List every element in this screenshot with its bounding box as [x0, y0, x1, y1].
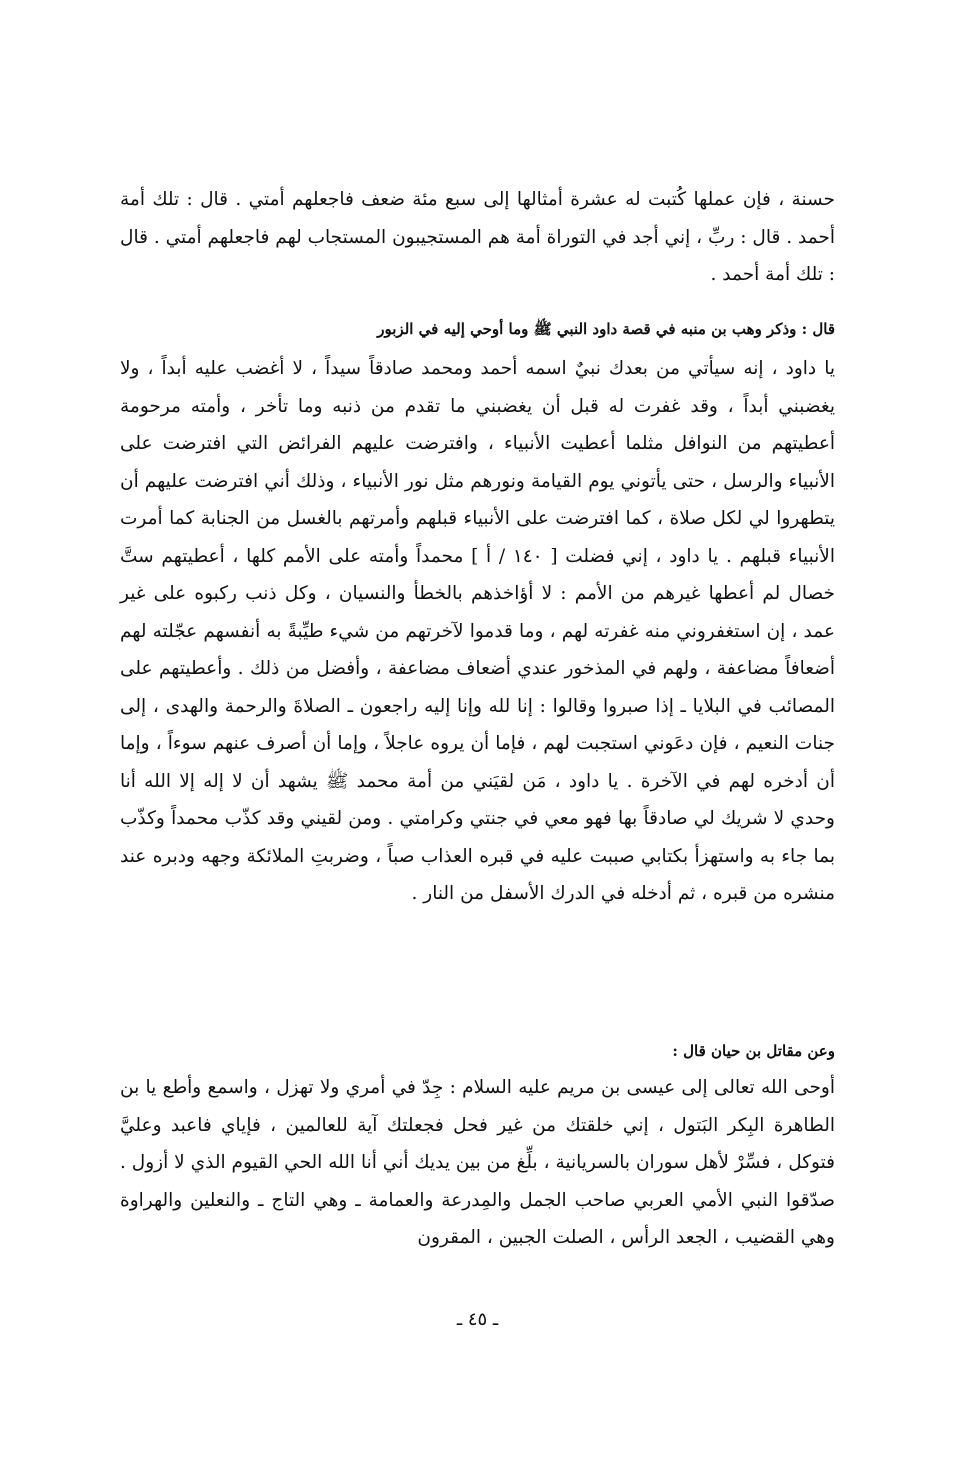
paragraph-block-3: [120, 1069, 835, 1257]
paragraph-2: يا داود ، إنه سيأتي من بعدك نبيٌ اسمه أحمد ومحمد صادقاً سيداً ، لا أغضب عليه أبداً ، ولا يغضبني أبداً ، وقد غفرت له قبل أن يغضبني ما تقدم من ذنبه وما تأخر ، وأمته مرحومة أعطيتهم من النوافل مثلما أعطيت الأنبياء ، وافترضت عليهم الفرائض التي افترضت على الأنبياء والرسل ، حتى يأتوني يوم القيامة ونورهم مثل نور الأنبياء ، وذلك أني افترضت عليهم أن يتطهروا لي لكل صلاة ، كما افترضت على الأنبياء قبلهم وأمرتهم بالغسل من الجنابة كما أمرت الأنبياء قبلهم . يا داود ، إني فضلت [ ١٤٠ / أ ] محمداً وأمته على الأمم كلها ، أعطيتهم ستَّ خصال لم أعطها غيرهم من الأمم : لا أؤاخذهم بالخطأ والنسيان ، وكل ذنب ركبوه على غير عمد ، إن استغفروني منه غفرته لهم ، وما قدموا لآخرتهم من شيء طيِّبةً به أنفسهم عجّلته لهم أضعافاً مضاعفة ، ولهم في المذخور عندي أضعاف مضاعفة ، وأفضل من ذلك . وأعطيتهم على المصائب في البلايا ـ إذا صبروا وقالوا : إنا لله وإنا إليه راجعون ـ الصلاةَ والرحمة والهدى ، إلى جنات النعيم ، فإن دعَوني استجبت لهم ، فإما أن يروه عاجلاً ، وإما أن أصرف عنهم سوءاً ، وإما أن أدخره لهم في الآخرة . يا داود ، مَن لقيَني من أمة محمد ﷺ يشهد أن لا إله إلا الله أنا وحدي لا شريك لي صادقاً بها فهو معي في جنتي وكرامتي . ومن لقيني وقد كذّب محمداً وكذّب بما جاء به واستهزأ بكتابي صببت عليه في قبره العذاب صباً ، وضربتِ الملائكة وجهه ودبره عند منشره من قبره ، ثم أدخله في الدرك الأسفل من النار .: [120, 358, 836, 904]
page-number: ـ ٤٥ ـ: [456, 1309, 499, 1330]
paragraph-block-2: [120, 350, 835, 913]
section-heading-block-1: [120, 318, 835, 340]
paragraph-1: حسنة ، فإن عملها كُتبت له عشرة أمثالها إلى سبع مئة ضعف فاجعلهم أمتي . قال : تلك أمة أحمد . قال : ربِّ ، إني أجد في التوراة أمة هم المستجيبون المستجاب لهم فاجعلهم أمتي . قال : تلك أمة أحمد .: [120, 189, 835, 285]
paragraph-3: أوحى الله تعالى إلى عيسى بن مريم عليه السلام : جِدّ في أمري ولا تهزل ، واسمع وأطع يا بن الطاهرة البِكر البَتول ، إني خلقتك من غير فحل فجعلتك آية للعالمين ، فإياي فاعبد وعليَّ فتوكل ، فسِّرْ لأهل سوران بالسريانية ، بلِّغ من بين يديك أني أنا الله الحي القيوم الذي لا أزول . صدّقوا النبي الأمي العربي صاحب الجمل والمِدرعة والعمامة ـ وهي التاج ـ والنعلين والهراوة وهي القضيب ، الجعد الرأس ، الصلت الجبين ، المقرون: [120, 1077, 835, 1248]
section-heading-muqatil: وعن مقاتل بن حيان قال :: [672, 1042, 835, 1060]
section-heading-block-2: [120, 1040, 835, 1062]
section-heading-wahb: قال : وذكر وهب بن منبه في قصة داود النبي ﷺ وما أوحي إليه في الزبور: [377, 320, 835, 338]
paragraph-block-1: [120, 181, 835, 294]
